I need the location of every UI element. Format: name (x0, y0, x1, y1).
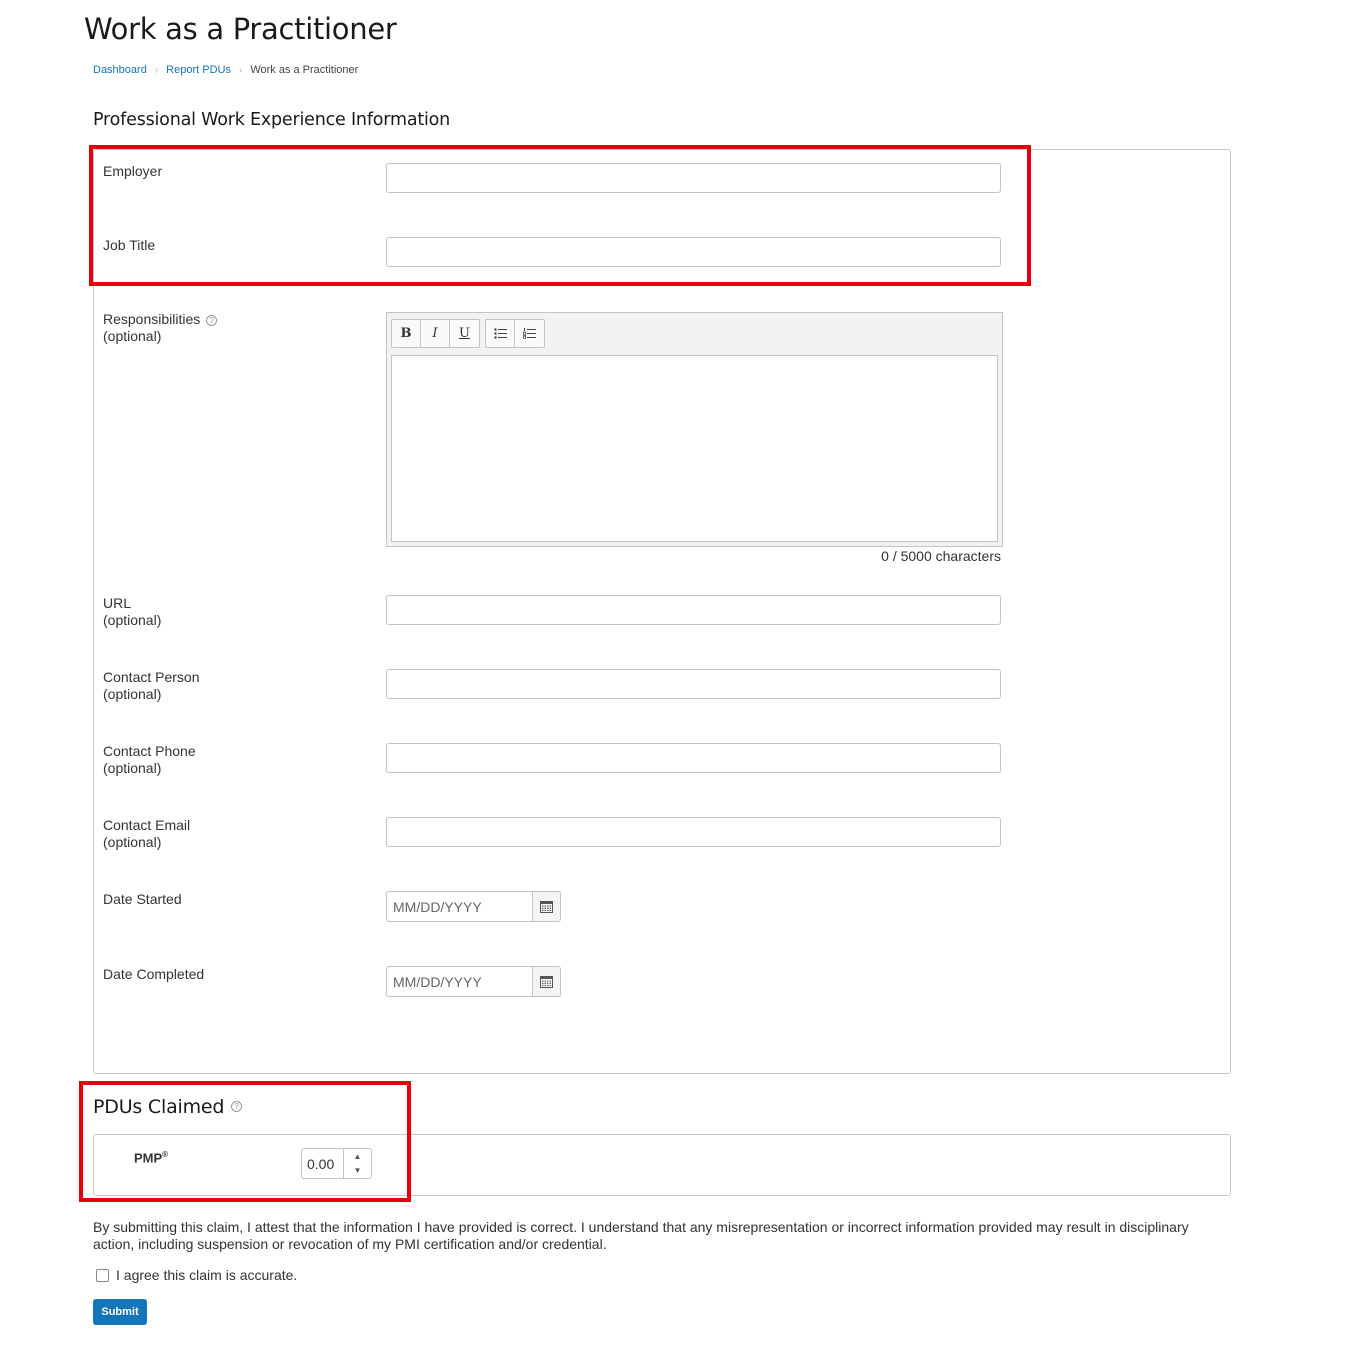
date-started-label: Date Started (103, 891, 182, 907)
pmp-pdu-input[interactable] (302, 1149, 343, 1178)
page-title: Work as a Practitioner (84, 12, 397, 46)
numbered-list-icon (523, 328, 536, 339)
numbered-list-button[interactable] (515, 320, 544, 347)
date-completed-picker (386, 966, 561, 997)
pmp-label: PMP® (134, 1150, 169, 1166)
calendar-icon (540, 900, 553, 913)
responsibilities-textarea[interactable] (391, 355, 998, 542)
breadcrumb-dashboard[interactable]: Dashboard (93, 64, 147, 76)
attestation-text: By submitting this claim, I attest that the information I have provided is correct. I understand that any misrepresentation or incorrect information provided may result in disciplinary action, including suspension or revocation of my PMI certification and/or credential. (93, 1219, 1189, 1252)
job-title-input[interactable] (386, 237, 1001, 267)
bullet-list-button[interactable] (486, 320, 515, 347)
date-started-input[interactable] (386, 891, 532, 922)
agree-checkbox[interactable] (96, 1269, 109, 1282)
pdu-panel (93, 1134, 1231, 1196)
submit-button[interactable]: Submit (93, 1299, 147, 1325)
breadcrumb (93, 64, 358, 76)
optional-text: (optional) (103, 328, 162, 344)
help-circle-icon[interactable]: ? (231, 1101, 242, 1112)
date-completed-label: Date Completed (103, 966, 205, 982)
optional-text: (optional) (103, 760, 162, 776)
chevron-right-icon: › (238, 64, 243, 76)
pmp-pdu-stepper (301, 1148, 372, 1179)
contact-person-label: Contact Person (optional) (103, 669, 200, 702)
italic-button[interactable]: I (421, 320, 450, 347)
work-section-title: Professional Work Experience Information (93, 110, 451, 130)
decrement-arrow-icon[interactable]: ▼ (353, 1166, 362, 1176)
bold-button[interactable]: B (392, 320, 421, 347)
bullet-list-icon (494, 328, 507, 339)
underline-button[interactable]: U (459, 326, 470, 341)
optional-text: (optional) (103, 686, 162, 702)
breadcrumb-report-pdus[interactable]: Report PDUs (166, 64, 231, 76)
job-title-label: Job Title (103, 237, 156, 253)
pdu-section-title: PDUs Claimed (93, 1096, 225, 1118)
registered-mark: ® (162, 1150, 169, 1159)
date-started-picker (386, 891, 561, 922)
calendar-icon (540, 975, 553, 988)
chevron-right-icon: › (154, 64, 159, 76)
employer-input[interactable] (386, 163, 1001, 193)
optional-text: (optional) (103, 834, 162, 850)
contact-email-input[interactable] (386, 817, 1001, 847)
character-count: 0 / 5000 characters (881, 548, 1001, 564)
date-completed-input[interactable] (386, 966, 532, 997)
optional-text: (optional) (103, 612, 162, 628)
increment-arrow-icon[interactable]: ▲ (353, 1151, 362, 1161)
responsibilities-editor (386, 312, 1003, 547)
url-label: URL (optional) (103, 595, 162, 628)
agree-checkbox-row[interactable] (96, 1267, 297, 1283)
url-input[interactable] (386, 595, 1001, 625)
contact-phone-label: Contact Phone (optional) (103, 743, 196, 776)
help-circle-icon[interactable]: ? (206, 315, 217, 326)
date-started-calendar-button[interactable] (532, 891, 561, 922)
contact-phone-input[interactable] (386, 743, 1001, 773)
agree-label: I agree this claim is accurate. (116, 1267, 298, 1283)
date-completed-calendar-button[interactable] (532, 966, 561, 997)
employer-label: Employer (103, 163, 163, 179)
breadcrumb-current: Work as a Practitioner (250, 64, 359, 76)
responsibilities-label: Responsibilities ? (optional) (103, 311, 217, 345)
contact-email-label: Contact Email (optional) (103, 817, 191, 850)
editor-toolbar (391, 319, 550, 348)
contact-person-input[interactable] (386, 669, 1001, 699)
